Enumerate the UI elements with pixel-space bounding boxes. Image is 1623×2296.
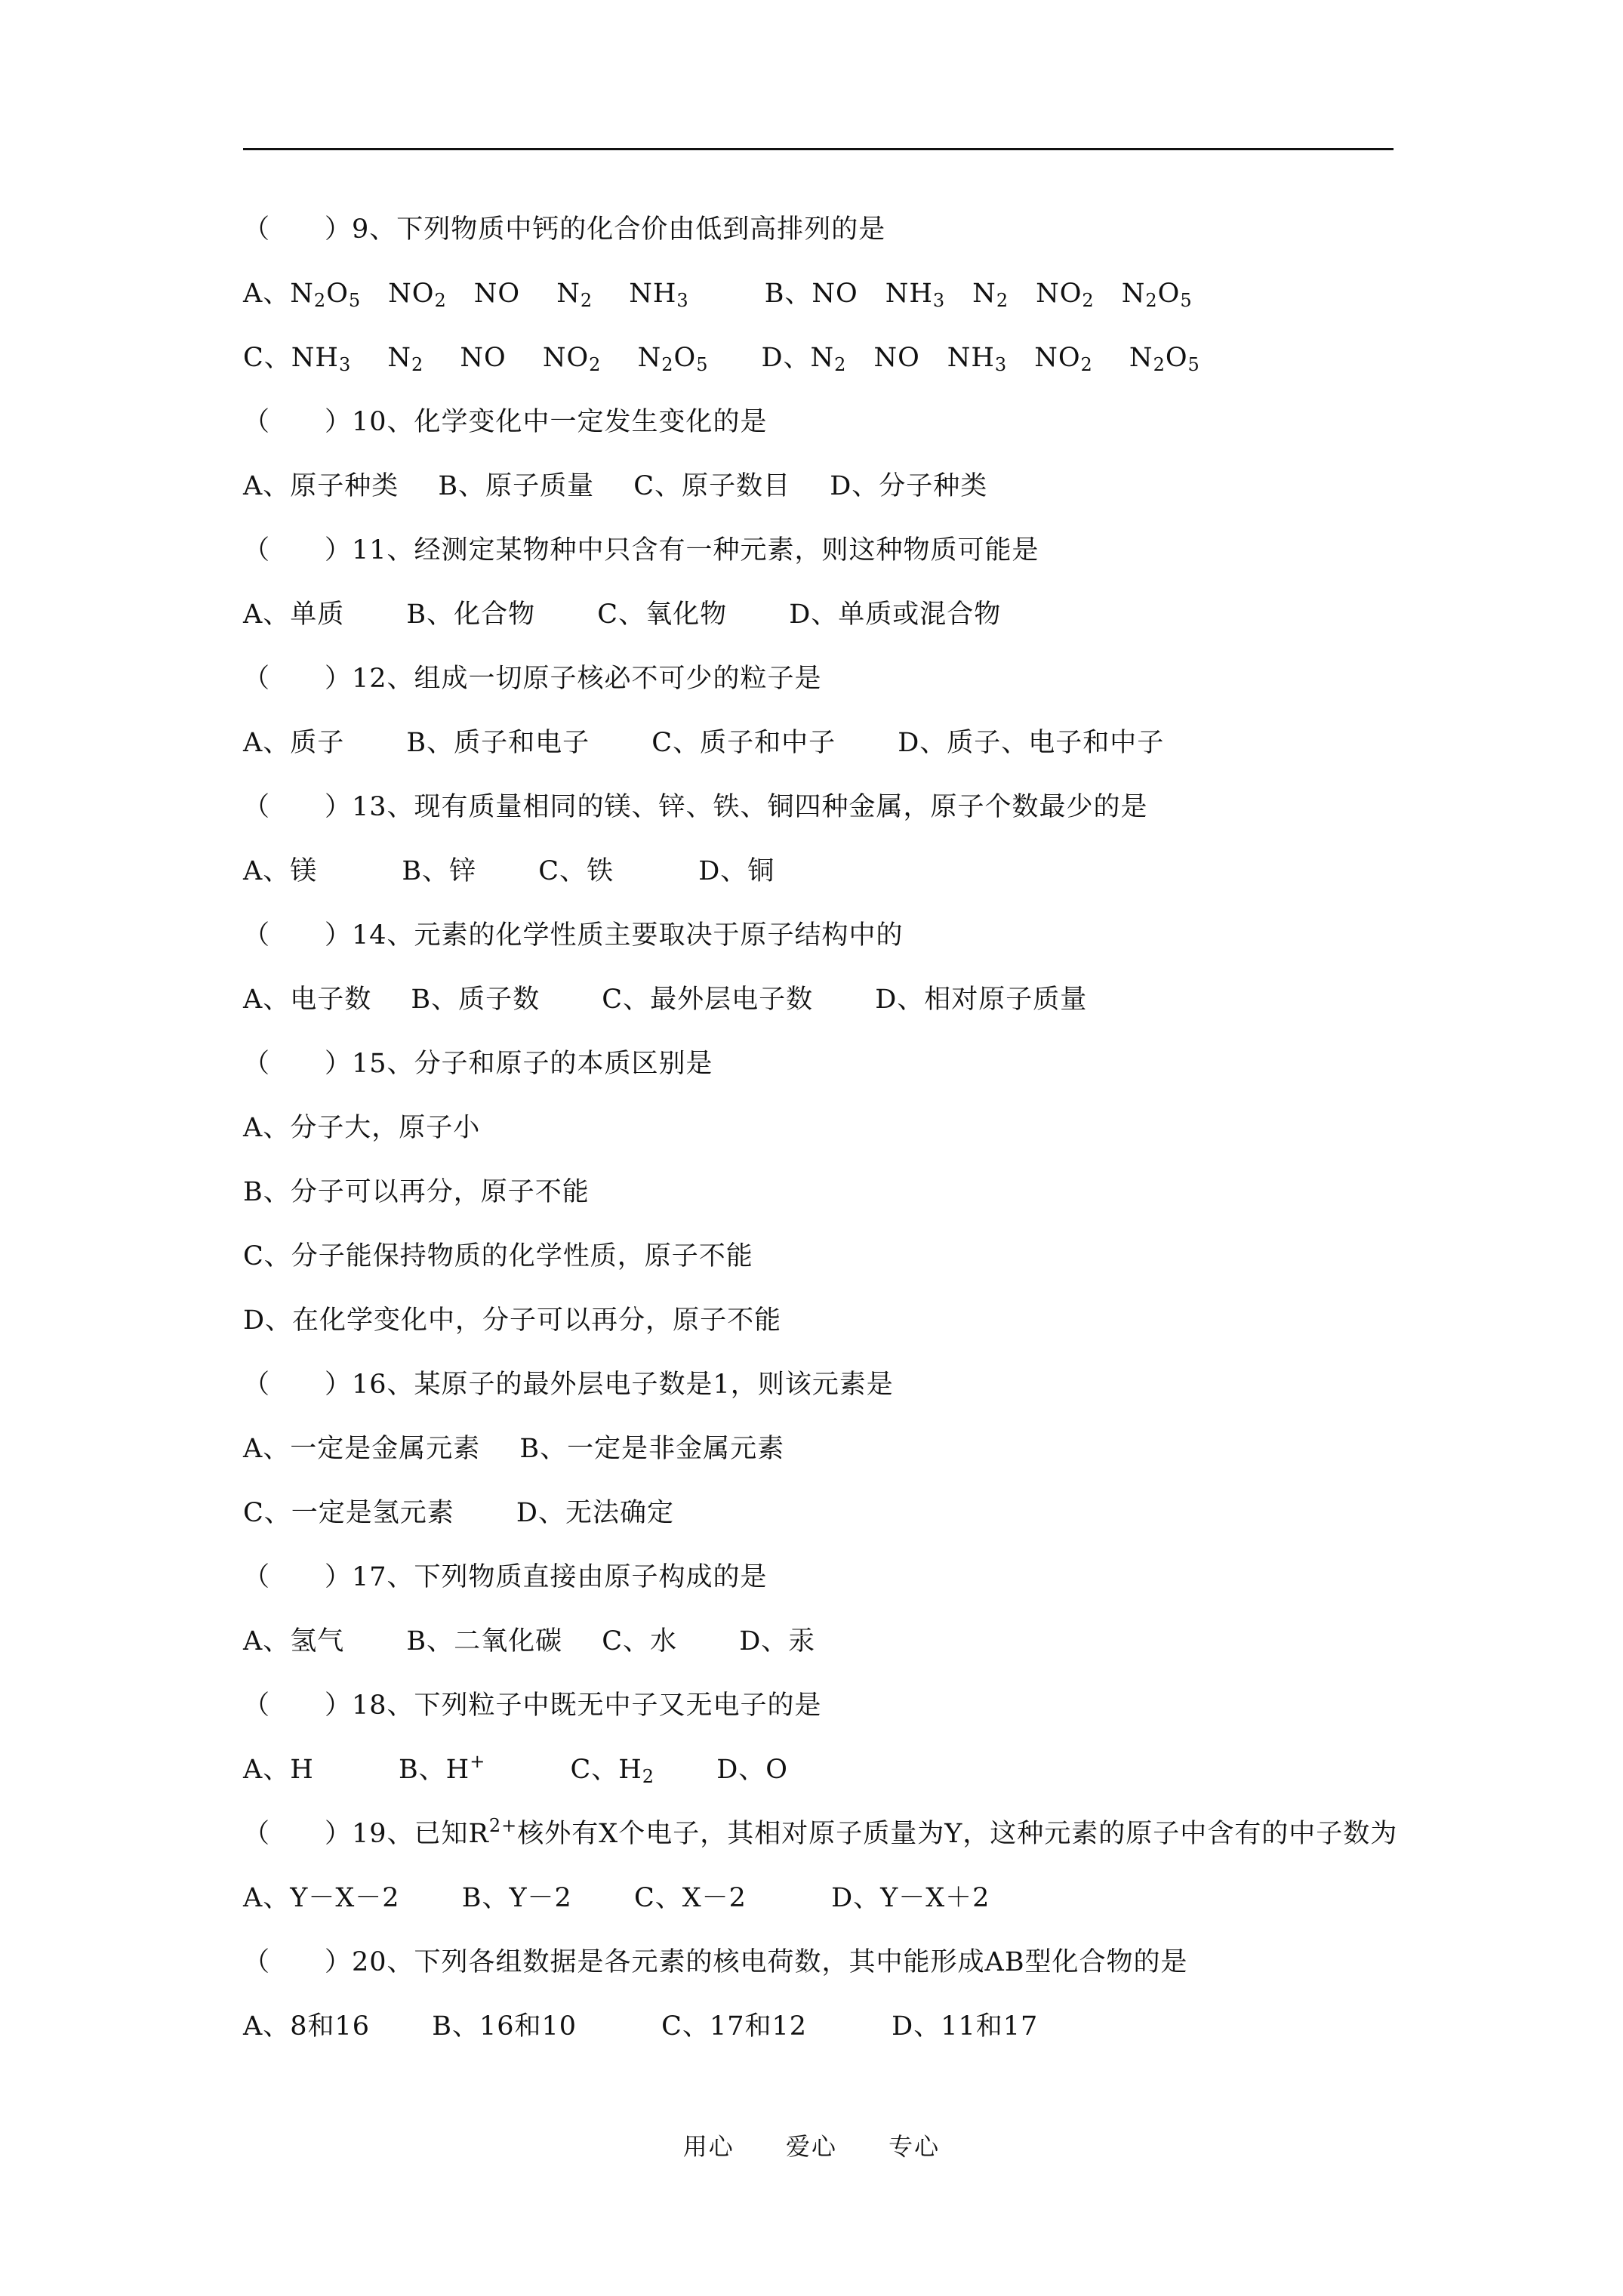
option: D、O (716, 1755, 788, 1785)
option: A、一定是金属元素 (243, 1434, 481, 1464)
option: B、二氧化碳 (406, 1626, 563, 1657)
option: B、化合物 (406, 599, 536, 630)
option: C、原子数目 (633, 471, 791, 501)
header-rule (243, 148, 1394, 150)
option: B、质子数 (411, 985, 540, 1015)
option: C、铁 (538, 856, 614, 886)
option-row (243, 711, 1406, 775)
question-stem: （ ）13、现有质量相同的镁、锌、铁、铜四种金属，原子个数最少的是 (243, 792, 1148, 822)
option: C、最外层电子数 (602, 985, 814, 1015)
footer-text: 用心 (682, 2132, 735, 2161)
page-footer (0, 2128, 1623, 2162)
option-row (243, 455, 1406, 519)
option: A、$N_2O_5$ $NO_2$ NO $N_2$ $NH_3$ (243, 279, 689, 311)
option: C、水 (602, 1626, 678, 1657)
option-row (243, 1738, 1406, 1802)
option: B、NO $NH_3$ $N_2$ $NO_2$ $N_2O_5$ (764, 279, 1193, 311)
option: D、Y－X＋2 (831, 1883, 990, 1913)
option: D、$N_2$ NO $NH_3$ $NO_2$ $N_2O_5$ (761, 343, 1200, 375)
option: C、$H_2$ (570, 1755, 655, 1787)
option-row (243, 1995, 1406, 2059)
option: A、电子数 (243, 985, 372, 1015)
option: D、汞 (739, 1626, 816, 1657)
option: C、分子能保持物质的化学性质，原子不能 (243, 1241, 753, 1271)
option-row (243, 583, 1406, 647)
option: B、原子质量 (438, 471, 595, 501)
option: A、镁 (243, 856, 318, 886)
option: D、相对原子质量 (875, 985, 1088, 1015)
option-row (243, 840, 1406, 904)
option: C、X－2 (633, 1883, 747, 1913)
question-stem: （ ）20、下列各组数据是各元素的核电荷数，其中能形成AB型化合物的是 (243, 1947, 1188, 1977)
option: D、11和17 (892, 2011, 1039, 2042)
option-row (243, 1610, 1406, 1674)
option: C、17和12 (661, 2011, 808, 2042)
option: B、锌 (402, 856, 477, 886)
option: A、氢气 (243, 1626, 345, 1657)
question-stem: （ ）15、分子和原子的本质区别是 (243, 1049, 713, 1079)
question-stem: （ ）18、下列粒子中既无中子又无电子的是 (243, 1690, 822, 1721)
option: B、分子可以再分，原子不能 (243, 1177, 590, 1207)
option-row (243, 1866, 1406, 1931)
footer-text: 专心 (888, 2132, 941, 2161)
option: D、单质或混合物 (789, 599, 1002, 630)
option: C、氧化物 (597, 599, 728, 630)
option: D、分子种类 (830, 471, 988, 501)
option-row (243, 968, 1406, 1032)
option: B、Y－2 (461, 1883, 572, 1913)
option-row (243, 1417, 1406, 1481)
question-stem: （ ）19、已知$R^{2+}$核外有X个电子，其相对原子质量为Y，这种元素的原子中含有的中子数为 (243, 1815, 1398, 1849)
option: C、一定是氢元素 (243, 1498, 454, 1528)
option: B、一定是非金属元素 (519, 1434, 785, 1464)
option-row (243, 326, 1406, 390)
option: A、分子大，原子小 (243, 1113, 481, 1143)
option: A、8和16 (243, 2011, 371, 2042)
question-stem: （ ）16、某原子的最外层电子数是1，则该元素是 (243, 1370, 894, 1400)
option: B、H+ (398, 1751, 486, 1785)
question-stem: （ ）12、组成一切原子核必不可少的粒子是 (243, 664, 822, 694)
footer-text: 爱心 (785, 2132, 837, 2161)
option: A、H (243, 1755, 314, 1785)
option: C、$NH_3$ $N_2$ NO $NO_2$ $N_2O_5$ (243, 343, 709, 375)
question-stem: （ ）11、经测定某物种中只含有一种元素，则这种物质可能是 (243, 535, 1039, 566)
option: D、无法确定 (516, 1498, 674, 1528)
question-stem: （ ）9、下列物质中钙的化合价由低到高排列的是 (243, 214, 886, 245)
option: A、原子种类 (243, 471, 399, 501)
question-list (243, 198, 1406, 2059)
option: A、单质 (243, 599, 345, 630)
question-stem: （ ）17、下列物质直接由原子构成的是 (243, 1562, 768, 1592)
option-row (243, 262, 1406, 326)
option: B、16和10 (432, 2011, 577, 2042)
option-row (243, 1481, 1406, 1546)
question-stem: （ ）14、元素的化学性质主要取决于原子结构中的 (243, 920, 904, 951)
option: D、质子、电子和中子 (898, 728, 1165, 758)
option: D、铜 (698, 856, 775, 886)
option: A、质子 (243, 728, 345, 758)
option: A、Y－X－2 (243, 1883, 400, 1913)
option: B、质子和电子 (406, 728, 590, 758)
question-stem: （ ）10、化学变化中一定发生变化的是 (243, 407, 768, 437)
option: C、质子和中子 (651, 728, 836, 758)
option: D、在化学变化中，分子可以再分，原子不能 (243, 1305, 782, 1336)
